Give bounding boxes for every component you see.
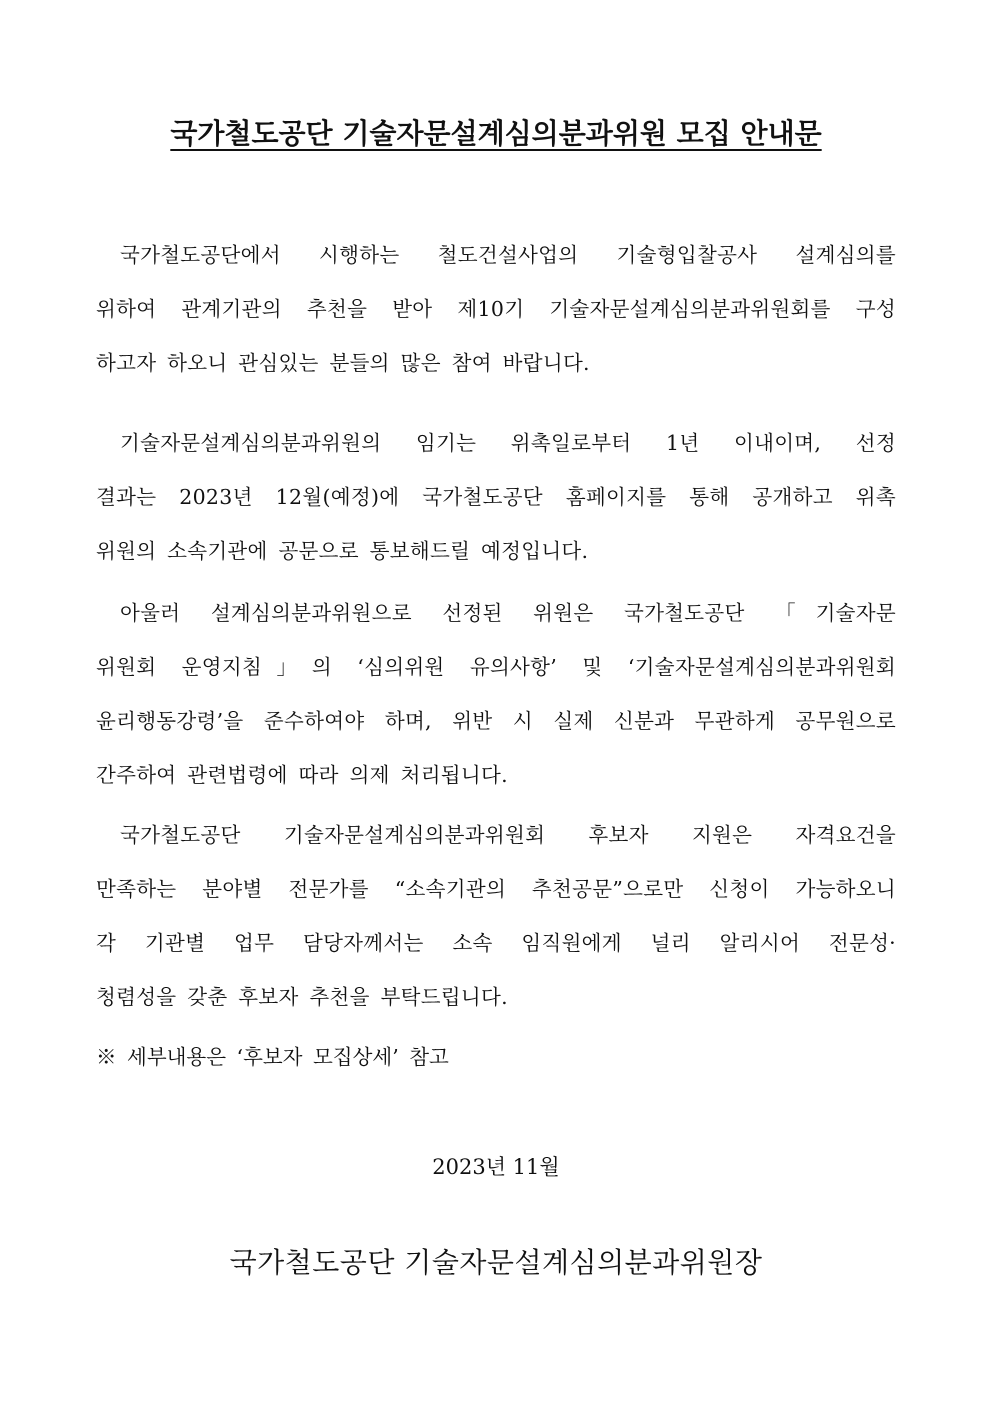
paragraph-line: 위원의 소속기관에 공문으로 통보해드릴 예정입니다. [96,539,589,563]
paragraph-line: 각 기관별 업무 담당자께서는 소속 임직원에게 널리 알리시어 전문성· [96,931,896,955]
issue-date: 2023년 11월 [432,1155,560,1179]
paragraph-line: 결과는 2023년 12월(예정)에 국가철도공단 홈페이지를 통해 공개하고 위촉 [96,485,896,509]
paragraph-purpose [96,228,896,390]
paragraph-obligations [96,586,896,802]
paragraph-line: 국가철도공단에서 시행하는 철도건설사업의 기술형입찰공사 설계심의를 [120,243,896,267]
paragraph-application [96,808,896,1024]
paragraph-line: 간주하여 관련법령에 따라 의제 처리됩니다. [96,763,508,787]
paragraph-line: 기술자문설계심의분과위원의 임기는 위촉일로부터 1년 이내이며, 선정 [120,431,896,455]
document-title [0,112,992,156]
paragraph-line: 위하여 관계기관의 추천을 받아 제10기 기술자문설계심의분과위원회를 구성 [96,297,896,321]
document-title-text: 국가철도공단 기술자문설계심의분과위원 모집 안내문 [170,117,822,150]
paragraph-line: 만족하는 분야별 전문가를 “소속기관의 추천공문”으로만 신청이 가능하오니 [96,877,896,901]
paragraph-line: 국가철도공단 기술자문설계심의분과위원회 후보자 지원은 자격요건을 [120,823,896,847]
paragraph-line: 윤리행동강령’을 준수하여야 하며, 위반 시 실제 신분과 무관하게 공무원으로 [96,709,896,733]
paragraph-line: 위원회 운영지침」의 ‘심의위원 유의사항’ 및 ‘기술자문설계심의분과위원회 [96,655,896,679]
paragraph-line: 청렴성을 갖춘 후보자 추천을 부탁드립니다. [96,985,508,1009]
paragraph-line: 아울러 설계심의분과위원으로 선정된 위원은 국가철도공단 「기술자문 [120,601,896,625]
paragraph-term [96,416,896,578]
paragraph-line: 하고자 하오니 관심있는 분들의 많은 참여 바랍니다. [96,351,590,375]
reference-note: ※ 세부내용은 ‘후보자 모집상세’ 참고 [96,1045,449,1069]
signer-title: 국가철도공단 기술자문설계심의분과위원장 [229,1246,763,1279]
